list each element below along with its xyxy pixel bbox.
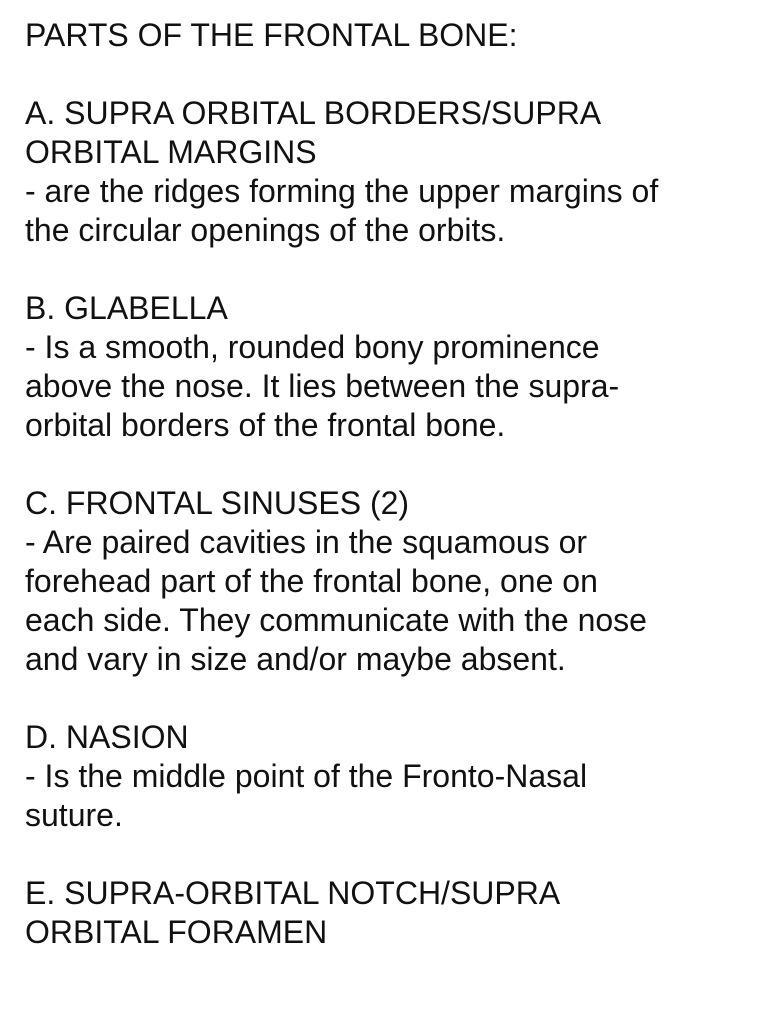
section-body: each side. They communicate with the nose [25, 602, 647, 638]
section-body: above the nose. It lies between the supra- [25, 368, 620, 404]
section-heading: E. SUPRA-ORBITAL NOTCH/SUPRA [25, 875, 561, 911]
section-frontal-sinuses [25, 484, 753, 679]
section-heading: B. GLABELLA [25, 290, 228, 326]
section-spacer [25, 835, 753, 874]
section-body: orbital borders of the frontal bone. [25, 407, 506, 443]
section-heading: ORBITAL MARGINS [25, 134, 317, 170]
section-nasion [25, 718, 753, 835]
section-body: - Are paired cavities in the squamous or [25, 524, 588, 560]
section-spacer [25, 250, 753, 289]
section-glabella [25, 289, 753, 445]
section-heading: C. FRONTAL SINUSES (2) [25, 485, 410, 521]
section-supra-orbital-borders [25, 94, 753, 250]
section-body: - Is a smooth, rounded bony prominence [25, 329, 600, 365]
section-spacer [25, 679, 753, 718]
section-body: the circular openings of the orbits. [25, 212, 506, 248]
section-heading: A. SUPRA ORBITAL BORDERS/SUPRA [25, 95, 602, 131]
section-spacer [25, 55, 753, 94]
section-body: suture. [25, 797, 123, 833]
section-spacer [25, 445, 753, 484]
document-title: PARTS OF THE FRONTAL BONE: [25, 17, 518, 53]
section-body: forehead part of the frontal bone, one on [25, 563, 598, 599]
section-body: - Is the middle point of the Fronto-Nasal [25, 758, 588, 794]
section-body: and vary in size and/or maybe absent. [25, 641, 566, 677]
document-page [25, 16, 753, 952]
section-body: - are the ridges forming the upper margins of [25, 173, 659, 209]
section-supra-orbital-notch [25, 874, 753, 952]
section-heading: D. NASION [25, 719, 189, 755]
section-heading: ORBITAL FORAMEN [25, 914, 328, 950]
